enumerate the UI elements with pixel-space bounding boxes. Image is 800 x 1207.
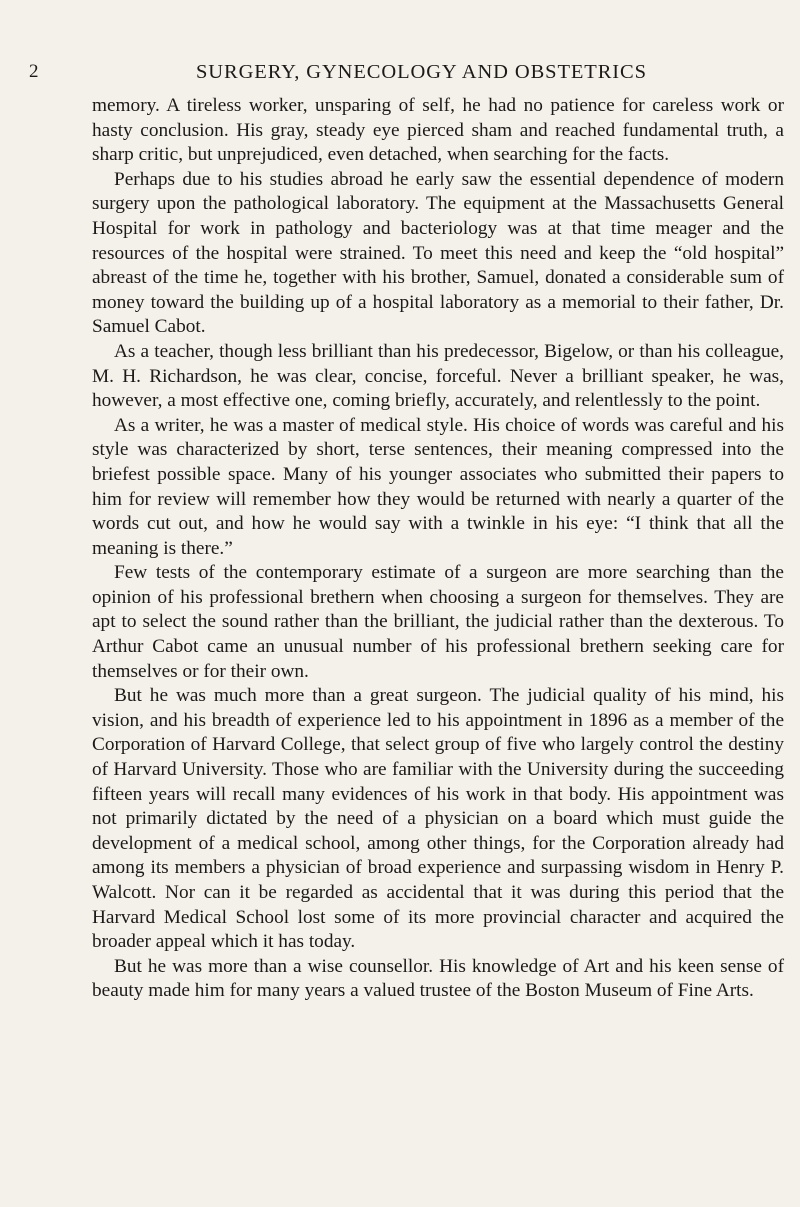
paragraph-professional-brethern: Few tests of the contemporary estimate of a surgeon are more searching than the opinion of his professional brethern when choosing a surgeon for themselves. They are apt to select the sound rather than the brilliant, the judicial rather than the dexterous. To Arthur Cabot came an unusual number of his professional brethern seeking care for themselves or for their own.	[92, 562, 784, 682]
paragraph-teacher: As a teacher, though less brilliant than his predecessor, Bigelow, or than his colleague, M. H. Richardson, he was clear, concise, forceful. Never a brilliant speaker, he was, however, a most effective one, coming briefly, accurately, and relentlessly to the point.	[92, 340, 784, 412]
paragraph-writer: As a writer, he was a master of medical style. His choice of words was careful and his style was characterized by short, terse sentences, their meaning compressed into the briefest possible space. Many of his younger associates who submitted their papers to him for review will remember how they would be returned with nearly a quarter of the words cut out, and how he would say with a twinkle in his eye: “I think that all the meaning is there.”	[92, 414, 784, 559]
paragraph-pathology-laboratory: Perhaps due to his studies abroad he early saw the essential dependence of modern surgery upon the pathological laboratory. The equipment at the Massachusetts General Hospital for work in pathology and bacteriology was at that time meager and the resources of the hospital were strained. To meet this need and keep the “old hospital” abreast of the time he, together with his brother, Samuel, donated a considerable sum of money toward the building up of a hospital laboratory as a memorial to their father, Dr. Samuel Cabot.	[92, 168, 784, 338]
page-number: 2	[29, 61, 39, 82]
body-text	[92, 94, 784, 1004]
running-head-title: SURGERY, GYNECOLOGY AND OBSTETRICS	[196, 61, 647, 83]
running-head	[0, 58, 800, 86]
paragraph-harvard-corporation: But he was much more than a great surgeon. The judicial quality of his mind, his vision, and his breadth of experience led to his appointment in 1896 as a member of the Corporation of Harvard College, that select group of five who largely control the destiny of Harvard University. Those who are familiar with the University during the succeeding fifteen years will recall many evidences of his work in that body. His appointment was not primarily dictated by the need of a physician on a board which must guide the development of a medical school, among other things, for the Corporation already had among its members a physician of broad experience and surpassing wisdom in Henry P. Walcott. Nor can it be regarded as accidental that it was during this period that the Harvard Medical School lost some of its more provincial character and acquired the broader appeal which it has today.	[92, 685, 784, 953]
paragraph-museum-of-fine-arts: But he was more than a wise counsellor. His knowledge of Art and his keen sense of beauty made him for many years a valued trustee of the Boston Museum of Fine Arts.	[92, 955, 784, 1002]
paragraph-memory: memory. A tireless worker, unsparing of self, he had no patience for careless work or hasty conclusion. His gray, steady eye pierced sham and reached fundamental truth, a sharp critic, but unprejudiced, even detached, when searching for the facts.	[92, 95, 784, 166]
